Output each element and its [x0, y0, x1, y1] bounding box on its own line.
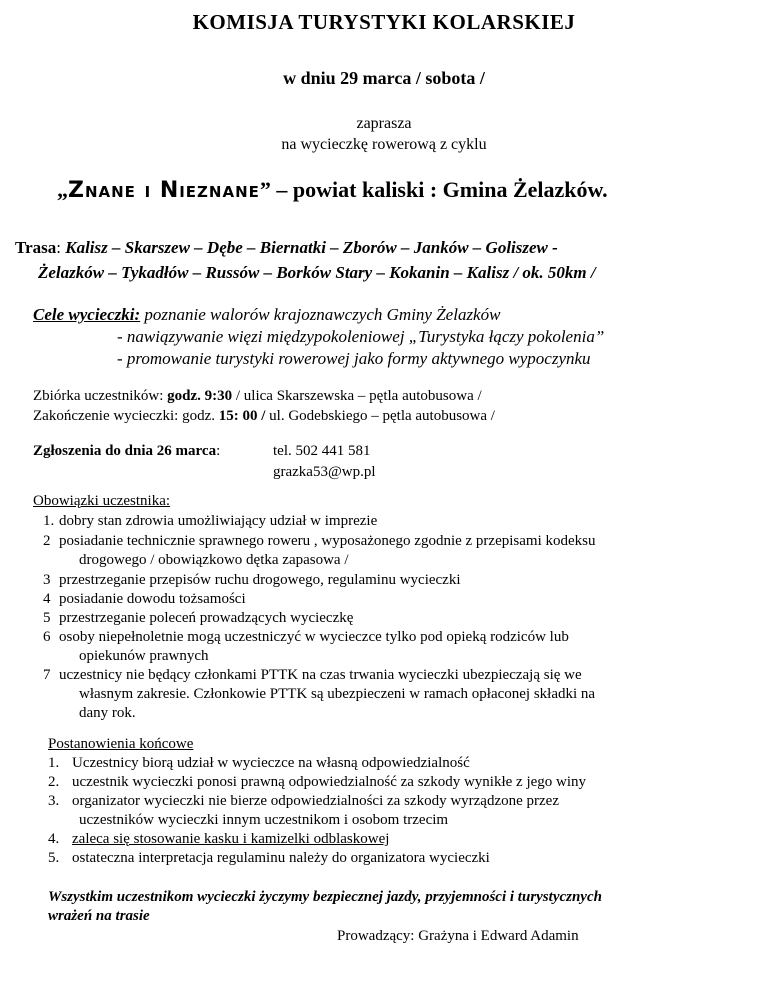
- duty-item: [43, 513, 377, 530]
- closing-wish-line-1: Wszystkim uczestnikom wycieczki życzymy bezpiecznej jazdy, przyjemności i turystycznych: [48, 889, 602, 905]
- final-text: organizator wycieczki nie bierze odpowiedzialności za szkody wyrządzone przez: [72, 793, 559, 809]
- route-colon: :: [56, 238, 66, 257]
- route-text-1: Kalisz – Skarszew – Dębe – Biernatki – Zborów – Janków – Goliszew -: [65, 238, 558, 257]
- duty-text: uczestnicy nie będący członkami PTTK na czas trwania wycieczki ubezpieczają się we: [59, 667, 582, 683]
- goals-label: Cele wycieczki:: [33, 305, 141, 324]
- meeting-place: / ulica Skarszewska – pętla autobusowa /: [232, 388, 482, 404]
- meeting-prefix: Zbiórka uczestników:: [33, 388, 168, 404]
- final-text: uczestnik wycieczki ponosi prawną odpowiedzialność za szkody wynikłe z jego winy: [72, 774, 587, 790]
- route-label: Trasa: [15, 238, 57, 257]
- closing-wish-line-2: wrażeń na trasie: [48, 908, 150, 924]
- duty-text-continued: własnym zakresie. Członkowie PTTK są ubezpieczeni w ramach opłaconej składki na: [79, 686, 596, 702]
- duty-text-continued: drogowego / obowiązkowo dętka zapasowa /: [79, 552, 349, 568]
- duty-number: 3: [43, 572, 51, 588]
- final-item: [48, 755, 470, 772]
- ending-info: [33, 408, 495, 425]
- final-text: ostateczna interpretacja regulaminu należy do organizatora wycieczki: [72, 850, 490, 866]
- invite-line-2: na wycieczkę rowerową z cyklu: [281, 136, 487, 153]
- registration-email: grazka53@wp.pl: [273, 464, 376, 480]
- final-text-continued: uczestników wycieczki innym uczestnikom i osobom trzecim: [79, 812, 449, 828]
- duty-item: [43, 629, 569, 646]
- ending-time: 15: 00 /: [218, 408, 266, 424]
- meeting-info: [33, 388, 482, 405]
- duty-item: [43, 610, 353, 627]
- goals-line-1: [33, 305, 500, 325]
- registration-deadline: Zgłoszenia do dnia 26 marca: [33, 443, 217, 459]
- duty-number: 4: [43, 591, 51, 607]
- duty-text: osoby niepełnoletnie mogą uczestniczyć w wycieczce tylko pod opieką rodziców lub: [59, 629, 569, 645]
- final-text: Uczestnicy biorą udział w wycieczce na własną odpowiedzialność: [72, 755, 470, 771]
- duty-number: 1.: [43, 513, 55, 529]
- registration-label: [33, 443, 220, 460]
- event-date: w dniu 29 marca / sobota /: [283, 68, 485, 88]
- goals-line-2: - nawiązywanie więzi międzypokoleniowej „Turystyka łączy pokolenia”: [117, 327, 605, 346]
- series-open-quote: „: [57, 177, 68, 202]
- duty-number: 2: [43, 533, 51, 549]
- goals-text-1: poznanie walorów krajoznawczych Gminy Żelazków: [140, 305, 501, 324]
- final-number: 2.: [48, 774, 60, 790]
- final-text: zaleca się stosowanie kasku i kamizelki odblaskowej: [72, 831, 390, 847]
- final-provisions-heading: Postanowienia końcowe: [48, 736, 194, 752]
- duty-number: 5: [43, 610, 51, 626]
- final-item: [48, 793, 559, 810]
- ending-prefix: Zakończenie wycieczki: godz.: [33, 408, 219, 424]
- final-item: [48, 831, 389, 848]
- registration-colon: :: [216, 443, 221, 459]
- duties-heading: Obowiązki uczestnika:: [33, 493, 171, 509]
- organizer-title: KOMISJA TURYSTYKI KOLARSKIEJ: [192, 10, 576, 34]
- duty-text: posiadanie technicznie sprawnego roweru , wyposażonego zgodnie z przepisami kodeksu: [59, 533, 596, 549]
- signature: Prowadzący: Grażyna i Edward Adamin: [337, 928, 579, 944]
- duty-text-continued: opiekunów prawnych: [79, 648, 209, 664]
- goals-line-3: - promowanie turystyki rowerowej jako formy aktywnego wypoczynku: [117, 349, 591, 368]
- duty-item: [43, 572, 461, 589]
- series-name: Znane i Nieznane: [68, 178, 260, 203]
- duty-item: [43, 667, 582, 684]
- final-number: 5.: [48, 850, 60, 866]
- duty-text: dobry stan zdrowia umożliwiający udział w imprezie: [59, 513, 378, 529]
- final-number: 3.: [48, 793, 60, 809]
- duty-number: 6: [43, 629, 51, 645]
- duty-item: [43, 591, 246, 608]
- duty-text-continued: dany rok.: [79, 705, 136, 721]
- invite-line-1: zaprasza: [356, 115, 412, 132]
- duty-text: przestrzeganie przepisów ruchu drogowego, regulaminu wycieczki: [59, 572, 461, 588]
- duty-item: [43, 533, 595, 550]
- series-subtitle: – powiat kaliski : Gmina Żelazków.: [270, 177, 608, 202]
- series-close-quote: ”: [259, 177, 271, 202]
- duty-number: 7: [43, 667, 51, 683]
- final-item: [48, 774, 586, 791]
- route-line-1: [15, 238, 558, 258]
- final-number: 1.: [48, 755, 60, 771]
- final-number: 4.: [48, 831, 60, 847]
- duty-text: posiadanie dowodu tożsamości: [59, 591, 246, 607]
- registration-phone: tel. 502 441 581: [273, 443, 371, 459]
- series-title: [57, 177, 608, 203]
- route-line-2: Żelazków – Tykadłów – Russów – Borków Stary – Kokanin – Kalisz / ok. 50km /: [38, 263, 596, 282]
- duty-text: przestrzeganie poleceń prowadzących wycieczkę: [59, 610, 354, 626]
- ending-place: ul. Godebskiego – pętla autobusowa /: [265, 408, 495, 424]
- final-item: [48, 850, 490, 867]
- meeting-time: godz. 9:30: [167, 388, 233, 404]
